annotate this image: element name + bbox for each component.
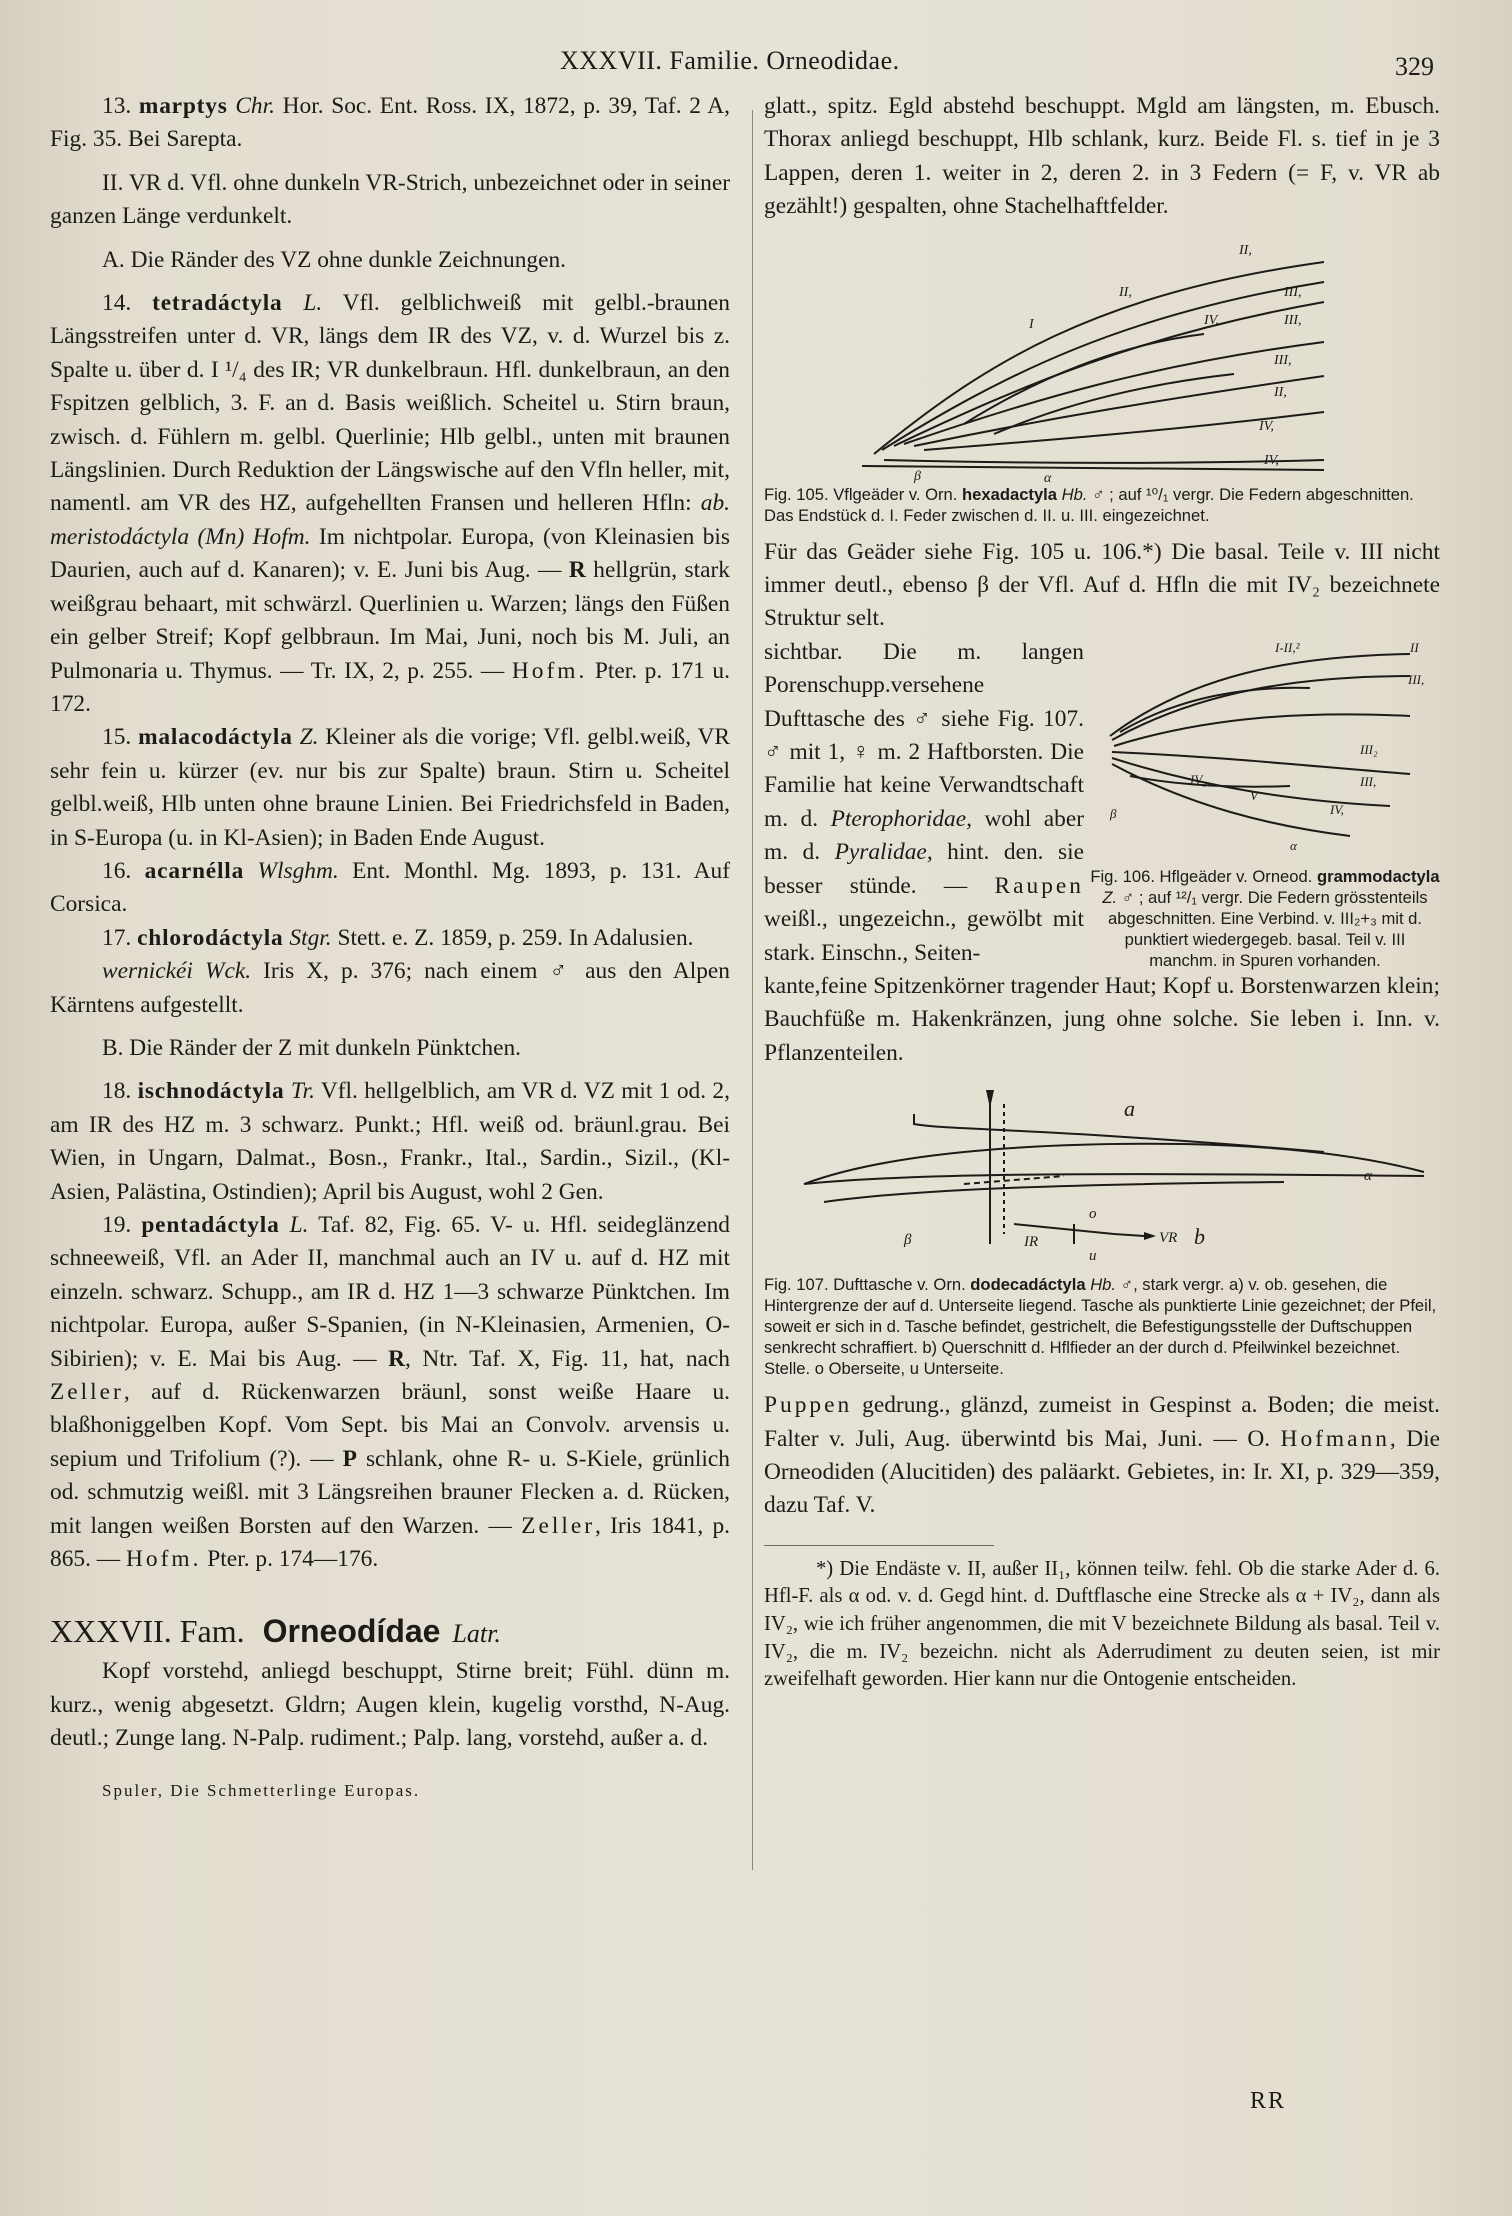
fig107-label: VR bbox=[1159, 1230, 1178, 1247]
footnote-rule bbox=[764, 1545, 994, 1546]
pupa-text: Puppen gedrung., glänzd, zumeist in Gespinst a. Boden; die meist. Falter v. Juli, Aug. überwintd bis Mai, Juni. — O. Hofmann, Die Orneodiden (Alucitiden) des paläarkt. Gebietes, in: Ir. XI, p. 329—359, dazu Taf. V. bbox=[764, 1392, 1440, 1519]
fig105-label: α bbox=[1044, 470, 1052, 484]
fig105-label: IV, bbox=[1264, 452, 1279, 468]
fig105-label: III, bbox=[1284, 284, 1302, 300]
fig-105-wing-venation bbox=[764, 224, 1440, 484]
fig106-label: II bbox=[1410, 639, 1419, 655]
fig106-label: V bbox=[1250, 787, 1258, 803]
signature-mark: RR bbox=[1250, 2088, 1287, 2114]
section-ii: II. VR d. Vfl. ohne dunkeln VR-Strich, unbezeichnet oder in seiner ganzen Länge verdunkelt. bbox=[50, 169, 730, 230]
family-description-cont: glatt., spitz. Egld abstehd beschuppt. Mgld am längsten, m. Ebusch. Thorax anliegd beschuppt, Hlb schlank, kurz. Beide Fl. s. tief in je 3 Lappen, deren 1. weiter in 2, deren 2. in 3 Federn (= F, v. VR ab gezählt!) gespalten, ohne Stachelhaftfelder. bbox=[764, 93, 1440, 220]
fig-105-caption: Fig. 105. Vflgeäder v. Orn. hexadactyla Hb. ♂ ; auf ¹⁰/₁ vergr. Die Federn abgeschnitten. Das Endstück d. I. Feder zwischen d. II. u. III. eingezeichnet. bbox=[764, 484, 1414, 525]
column-divider bbox=[752, 110, 753, 1870]
entry-18: 18. ischnodáctyla Tr. Vfl. hellgelblich, am VR d. VZ mit 1 od. 2, am IR des HZ m. 3 schwarz. Punkt.; Hfl. weiß od. bräunl.grau. Bei Wien, in Ungarn, Dalmat., Bosn., Frankr., Ital., Sardin., Sizil., (Kl-Asien, Palästina, Ostindien); April bis August, wohl 2 Gen. bbox=[50, 1078, 730, 1205]
fig107-label: b bbox=[1194, 1224, 1205, 1250]
fig106-label: III, bbox=[1408, 671, 1425, 687]
family-heading: XXXVII. Fam. Orneodídae Latr. bbox=[50, 1613, 501, 1650]
running-title: XXXVII. Familie. Orneodidae. bbox=[560, 46, 900, 75]
fig-106-caption: Fig. 106. Hflgeäder v. Orneod. grammodactyla Z. ♂ ; auf ¹²/₁ vergr. Die Federn grösstenteils abgeschnitten. Eine Verbind. v. III₂+₃ mit d. punktiert wiedergegeb. basal. Teil v. III manchm. in Spuren vorhanden. bbox=[1090, 867, 1440, 971]
fig105-label: II, bbox=[1119, 284, 1132, 300]
fig105-label: III, bbox=[1284, 312, 1302, 328]
page-header bbox=[0, 46, 1512, 86]
fig105-label: IV, bbox=[1259, 418, 1274, 434]
fig106-label: IV₂ bbox=[1190, 771, 1207, 787]
family-relationship-text: sichtbar. Die m. langen Porenschupp.versehene Dufttasche des ♂ siehe Fig. 107. ♂ mit 1, ♀ m. 2 Haftborsten. Die Familie hat keine Verwandtschaft m. d. Pterophoridae, wohl aber m. d. Pyralidae, hint. den. sie besser stünde. — Raupen weißl., ungezeichn., gewölbt mit stark. Einschn., Seiten- bbox=[764, 638, 1084, 966]
book-source: Spuler, Die Schmetterlinge Europas. bbox=[102, 1780, 421, 1800]
fig107-label: o bbox=[1089, 1206, 1097, 1223]
entry-17: 17. chlorodáctyla Stgr. Stett. e. Z. 1859, p. 259. In Adalusien. bbox=[102, 924, 694, 951]
fig-106 bbox=[1090, 636, 1440, 971]
left-column bbox=[50, 90, 730, 1807]
fig107-label: u bbox=[1089, 1248, 1097, 1265]
fig105-label: IV, bbox=[1204, 312, 1219, 328]
footnote: *) Die Endäste v. II, außer II₁, können teilw. fehl. Ob die starke Ader d. 6. Hfl-F. als α od. v. d. Gegd hint. d. Duftflasche eine Strecke als α + IV₂, dann als IV₂, wie ich früher angenommen, die mit V bezeichnete Bildung als basal. Teil v. IV₂, die m. IV₂ bezeichn. nicht als Aderrudiment zu deuten seien, ist mir zweifelhaft geworden. Hier kann nur die Ontogenie entscheiden. bbox=[764, 1557, 1440, 1691]
section-b: B. Die Ränder der Z mit dunkeln Pünktchen. bbox=[102, 1034, 521, 1061]
right-column bbox=[764, 90, 1440, 1694]
fig-107-caption: Fig. 107. Dufttasche v. Orn. dodecadáctyla Hb. ♂, stark vergr. a) v. ob. gesehen, die Hintergrenze der auf d. Unterseite liegend. Tasche als punktierte Linie gezeichnet; der Pfeil, soweit er sich in d. Tasche befindet, gestrichelt, die Befestigungsstelle der Duftschuppen senkrecht schraffiert. b) Querschnitt d. Hflfieder an der durch d. Pfeilwinkel bezeichnet. Stelle. o Oberseite, u Unterseite. bbox=[764, 1275, 1437, 1379]
entry-19: 19. pentadáctyla L. Taf. 82, Fig. 65. V- u. Hfl. seideglänzend schneeweiß, Vfl. an Ader II, manchmal auch an IV u. auf d. HZ mit einzeln. schwarz. Schupp., am IR d. HZ 1—3 schwarze Pünktchen. Im nichtpolar. Europa, außer S-Spanien, (in N-Kleinasien, Armenien, O-Sibirien); v. E. Mai bis Aug. — R, Ntr. Taf. X, Fig. 11, hat, nach Zeller, auf d. Rückenwarzen bräunl, sonst weiße Haare u. blaßhoniggelben Kopf. Vom Sept. bis Mai an Convolv. arvensis u. sepium und Trifolium (?). — P schlank, ohne R- u. S-Kiele, grünlich od. schmutzig weißl. mit 3 Längsreihen brauner Flecken a. d. Rücken, mit langen weißen Borsten auf den Warzen. — Zeller, Iris 1841, p. 865. — Hofm. Pter. p. 174—176. bbox=[50, 1212, 730, 1573]
fig-106-block bbox=[764, 636, 1440, 970]
page-number: 329 bbox=[1395, 52, 1434, 81]
fig106-label: α bbox=[1290, 837, 1297, 853]
fig105-label: I bbox=[1029, 316, 1034, 332]
fig105-label: II, bbox=[1274, 384, 1287, 400]
entry-wernickei: wernickéi Wck. Iris X, p. 376; nach einem ♂ aus den Alpen Kärntens aufgestellt. bbox=[50, 958, 730, 1018]
fig105-label: β bbox=[914, 468, 921, 484]
fig107-label: a bbox=[1124, 1096, 1135, 1122]
fig106-label: III₂ bbox=[1360, 741, 1378, 757]
section-a: A. Die Ränder des VZ ohne dunkle Zeichnungen. bbox=[102, 246, 567, 273]
entry-15: 15. malacodáctyla Z. Kleiner als die vorige; Vfl. gelbl.weiß, VR sehr fein u. kürzer (ev. nur bis zur Spalte) braun. Stirn u. Scheitel gelbl.weiß, Hlb unten ohne braune Linien. Bei Friedrichsfeld in Baden, in S-Europa (u. in Kl-Asien); in Baden Ende August. bbox=[50, 724, 730, 851]
fig106-label: I-II,² bbox=[1275, 639, 1300, 655]
fig107-label: β bbox=[904, 1232, 912, 1249]
fig106-label: III, bbox=[1360, 773, 1377, 789]
fig105-label: II, bbox=[1239, 242, 1252, 258]
fig106-label: IV, bbox=[1330, 801, 1344, 817]
entry-14: 14. tetradáctyla L. Vfl. gelblichweiß mit gelbl.-braunen Längsstreifen unter d. VR, längs dem IR des VZ, v. d. Wurzel bis z. Spalte u. über d. I ¹/₄ des IR; VR dunkelbraun. Hfl. dunkelbraun, an den Fspitzen gelblich, 3. F. an d. Basis weißlich. Scheitel u. Stirn braun, zwisch. d. Fühlern m. gelbl. Querlinie; Hlb gelbl., unten mit braunen Längslinien. Durch Reduktion der Längswische auf den Vfln heller, mit, namentl. am VR des HZ, aufgehellten Fransen und helleren Hfln: ab. meristodáctyla (Mn) Hofm. Im nichtpolar. Europa, (von Kleinasien bis Daurien, auch auf d. Kanaren); v. E. Juni bis Aug. — R hellgrün, stark weißgrau behaart, mit schwärzl. Querlinien u. Warzen; längs den Füßen ein gelber Streif; Kopf gelbbraun. Im Mai, Juni, noch bis M. Juli, an Pulmonaria u. Thymus. — Tr. IX, 2, p. 255. — Hofm. Pter. p. 171 u. 172. bbox=[50, 290, 730, 717]
fig107-label: IR bbox=[1024, 1234, 1039, 1251]
fig105-label: III, bbox=[1274, 352, 1292, 368]
larva-text: kante,feine Spitzenkörner tragender Haut; Kopf u. Borstenwarzen klein; Bauchfüße m. Hakenkränzen, jung ohne solche. Sie leben i. Inn. v. Pflanzenteilen. bbox=[764, 972, 1440, 1066]
fig-107-scent-pocket bbox=[764, 1084, 1440, 1274]
entry-16: 16. acarnélla Wlsghm. Ent. Monthl. Mg. 1893, p. 131. Auf Corsica. bbox=[50, 857, 730, 918]
fig107-label: α bbox=[1364, 1168, 1372, 1185]
venation-text: Für das Geäder siehe Fig. 105 u. 106.*) Die basal. Teile v. III nicht immer deutl., ebenso β der Vfl. Auf d. Hfln die mit IV₂ bezeichnete Struktur selt. bbox=[764, 538, 1440, 632]
fig106-label: β bbox=[1110, 805, 1117, 821]
entry-13: 13. marptys Chr. Hor. Soc. Ent. Ross. IX, 1872, p. 39, Taf. 2 A, Fig. 35. Bei Sarepta. bbox=[50, 93, 730, 153]
family-description: Kopf vorstehd, anliegd beschuppt, Stirne breit; Fühl. dünn m. kurz., wenig abgesetzt. Gldrn; Augen klein, kugelig vorsthd, N-Aug. deutl.; Zunge lang. N-Palp. rudiment.; Palp. lang, vorstehd, außer a. d. bbox=[50, 1658, 730, 1752]
fig-106-wing-venation bbox=[1090, 636, 1440, 856]
